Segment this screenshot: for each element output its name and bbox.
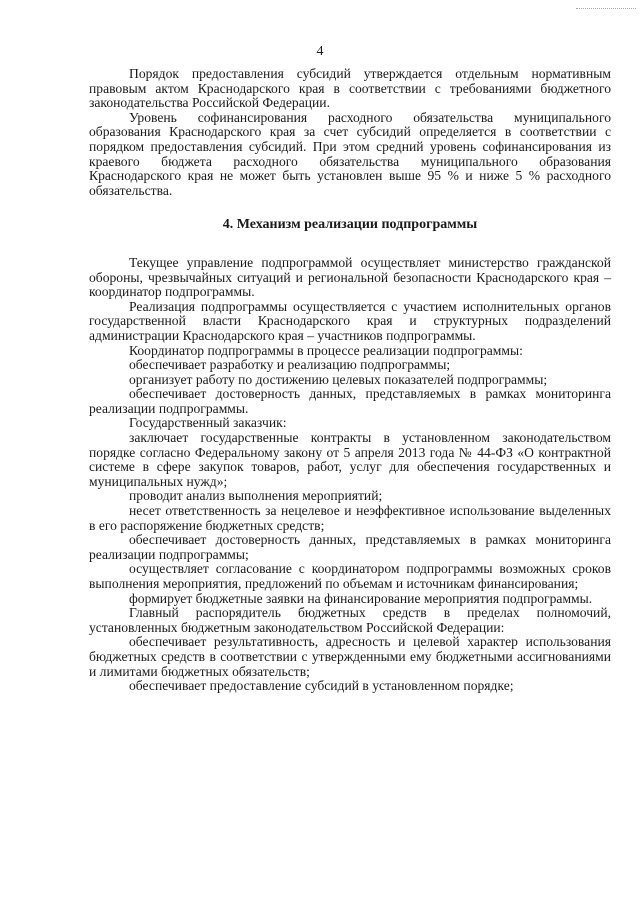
paragraph: заключает государственные контракты в установленном законодательством порядке согласно Федеральному закону от 5 апреля 2013 года № 44-ФЗ «О контрактной системе в сфере закупок товаров, работ, услуг для обеспечения государственных и муниципальных нужд»; <box>89 430 611 489</box>
paragraph: проводит анализ выполнения мероприятий; <box>129 488 383 504</box>
paragraph: несет ответственность за нецелевое и неэффективное использование выделенных в его распоряжение бюджетных средств; <box>89 503 611 533</box>
paragraph: Уровень софинансирования расходного обязательства муниципального образования Краснодарского края за счет субсидий определяется в соответствии с порядком предоставления субсидий. При этом средний уровень софинансирования из краевого бюджета расходного обязательства муниципального образования Краснодарского края не может быть установлен выше 95 % и ниже 5 % расходного обязательства. <box>89 109 611 198</box>
paragraph: Реализация подпрограммы осуществляется с участием исполнительных органов государственной власти Краснодарского края и структурных подразделений администрации Краснодарского края – участников подпрограммы. <box>89 298 611 343</box>
paragraph: осуществляет согласование с координатором подпрограммы возможных сроков выполнения мероприятия, предложений по объемам и источникам финансирования; <box>89 561 611 591</box>
paragraph: Координатор подпрограммы в процессе реализации подпрограммы: <box>129 342 523 358</box>
paragraph: Государственный заказчик: <box>129 415 287 431</box>
section-heading: 4. Механизм реализации подпрограммы <box>222 217 478 233</box>
document-body <box>89 67 611 694</box>
paragraph: обеспечивает предоставление субсидий в установленном порядке; <box>129 678 514 694</box>
paragraph: организует работу по достижению целевых показателей подпрограммы; <box>129 371 548 387</box>
paragraph: обеспечивает разработку и реализацию подпрограммы; <box>129 357 451 373</box>
paragraph: формирует бюджетные заявки на финансирование мероприятия подпрограммы. <box>129 590 593 606</box>
paragraph: обеспечивает результативность, адресность и целевой характер использования бюджетных средств в соответствии с утвержденными ему бюджетными ассигнованиями и лимитами бюджетных обязательств; <box>89 634 611 679</box>
paragraph: Текущее управление подпрограммой осуществляет министерство гражданской обороны, чрезвычайных ситуаций и региональной безопасности Краснодарского края – координатор подпрограммы. <box>89 254 611 300</box>
paragraph: Порядок предоставления субсидий утверждается отдельным нормативным правовым актом Краснодарского края в соответствии с требованиями бюджетного законодательства Российской Федерации. <box>89 66 611 111</box>
paragraph: обеспечивает достоверность данных, представляемых в рамках мониторинга реализации подпрограммы; <box>89 532 611 562</box>
paragraph: Главный распорядитель бюджетных средств в пределах полномочий, установленных бюджетным законодательством Российской Федерации: <box>89 605 611 635</box>
page-number: 4 <box>316 44 324 59</box>
paragraph: обеспечивает достоверность данных, представляемых в рамках мониторинга реализации подпрограммы. <box>89 386 611 416</box>
scan-artifact <box>576 8 636 11</box>
